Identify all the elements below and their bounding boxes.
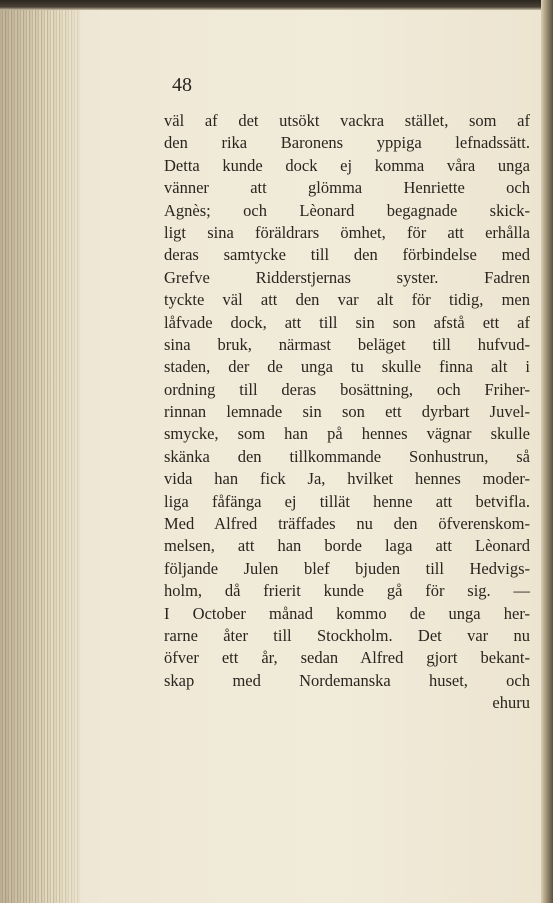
text-line: staden, der de unga tu skulle finna alt i bbox=[164, 357, 530, 377]
text-line: sina bruk, närmast beläget till hufvud- bbox=[164, 334, 530, 354]
gutter-shadow bbox=[0, 10, 80, 903]
text-line: låfvade dock, att till sin son afstå ett af bbox=[164, 312, 530, 332]
text-line: den rika Baronens yppiga lefnadssätt. bbox=[164, 133, 530, 153]
scan-right-edge bbox=[541, 0, 553, 903]
page-number: 48 bbox=[172, 74, 192, 96]
text-line: ligt sina föräldrars ömhet, för att erhålla bbox=[164, 222, 530, 242]
text-line: Agnès; och Lèonard begagnade skick- bbox=[164, 200, 530, 220]
text-line: Detta kunde dock ej komma våra unga bbox=[164, 155, 530, 175]
text-line: rinnan lemnade sin son ett dyrbart Juvel- bbox=[164, 402, 530, 422]
text-line: skänka den tillkommande Sonhustrun, så bbox=[164, 446, 530, 466]
text-line: smycke, som han på hennes vägnar skulle bbox=[164, 424, 530, 444]
text-line: Grefve Ridderstjernas syster. Fadren bbox=[164, 267, 530, 287]
body-text bbox=[164, 110, 530, 715]
text-line: ordning till deras bosättning, och Friher- bbox=[164, 379, 530, 399]
text-line: tyckte väl att den var alt för tidig, men bbox=[164, 290, 530, 310]
text-line: melsen, att han borde laga att Lèonard bbox=[164, 536, 530, 556]
text-line: skap med Nordemanska huset, och bbox=[164, 670, 530, 690]
text-line: liga fåfänga ej tillät henne att betvifla. bbox=[164, 491, 530, 511]
scan-top-edge bbox=[0, 0, 553, 10]
text-line: väl af det utsökt vackra stället, som af bbox=[164, 111, 530, 130]
text-line: I October månad kommo de unga her- bbox=[164, 603, 530, 623]
text-line: Med Alfred träffades nu den öfverenskom- bbox=[164, 514, 530, 534]
text-line: vida han fick Ja, hvilket hennes moder- bbox=[164, 469, 530, 489]
text-line: holm, då frierit kunde gå för sig. — bbox=[164, 581, 530, 601]
text-line: öfver ett år, sedan Alfred gjort bekant- bbox=[164, 648, 530, 668]
text-line: följande Julen blef bjuden till Hedvigs- bbox=[164, 558, 530, 578]
catchword: ehuru bbox=[492, 693, 530, 713]
text-line: rarne åter till Stockholm. Det var nu bbox=[164, 625, 530, 645]
text-line: vänner att glömma Henriette och bbox=[164, 178, 530, 198]
text-line: deras samtycke till den förbindelse med bbox=[164, 245, 530, 265]
